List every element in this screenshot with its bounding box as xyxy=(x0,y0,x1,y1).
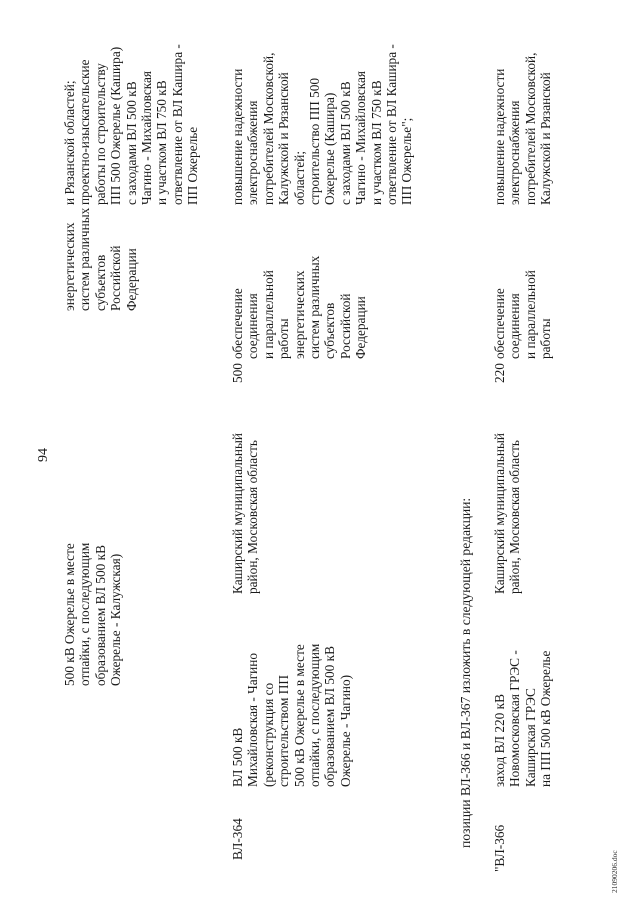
cell-line: с заходами ВЛ 500 кВ xyxy=(337,81,353,205)
row-vl364-justification-cell xyxy=(230,44,415,205)
cell-line: с заходами ВЛ 500 кВ xyxy=(123,81,139,205)
cell-line: Чагино - Михайловская xyxy=(139,70,155,205)
cell-line: потребителей Московской, xyxy=(260,52,276,205)
continuation-justification-cell xyxy=(62,44,201,205)
cell-line: работы xyxy=(538,318,554,359)
cell-line: областей; xyxy=(291,150,307,205)
cell-line: Ожерелье (Кашира) xyxy=(322,92,338,205)
row-vl364-location-cell xyxy=(230,433,261,594)
cell-line: Российской xyxy=(337,293,353,359)
cell-line: Михайловская - Чагино xyxy=(245,652,261,787)
cell-line: повышение надежности xyxy=(492,68,507,205)
cell-line: строительством ПП xyxy=(276,675,292,787)
cell-line: Федерации xyxy=(353,296,369,359)
cell-line: (реконструкция со xyxy=(260,682,276,787)
cell-line: систем различных xyxy=(307,255,323,359)
cell-line: и участком ВЛ 750 кВ xyxy=(154,80,170,205)
cell-line: обеспечение xyxy=(230,288,245,359)
cell-line: Каширский муниципальный xyxy=(492,432,507,594)
cell-line: субъектов xyxy=(92,254,108,311)
row-vl366-justification-cell xyxy=(492,53,554,205)
cell-line: ответвление от ВЛ Кашира - xyxy=(384,44,400,205)
cell-line: Каширский муниципальный xyxy=(230,432,245,594)
cell-line: и параллельной xyxy=(260,270,276,359)
cell-line: электроснабжения xyxy=(507,100,523,205)
cell-line: 500 кВ Ожерелье в месте xyxy=(291,644,307,787)
cell-line: район, Московская область xyxy=(507,440,523,594)
cell-line: на ПП 500 кВ Ожерелье xyxy=(538,650,554,787)
row-vl364-object-cell xyxy=(230,644,353,787)
cell-line: образованием ВЛ 500 кВ xyxy=(92,545,108,686)
continuation-purpose-cell xyxy=(62,208,139,311)
cell-line: работы xyxy=(276,318,292,359)
cell-line: Каширская ГРЭС xyxy=(522,688,538,787)
row-vl366-voltage: 220 xyxy=(492,363,507,383)
cell-line: субъектов xyxy=(322,302,338,359)
row-vl366-location-cell xyxy=(492,433,523,594)
cell-line: отпайки, с последующим xyxy=(307,643,323,787)
row-vl364-purpose-cell xyxy=(230,256,369,359)
cell-line: Ожерелье - Чагино) xyxy=(337,674,353,787)
page-number: 94 xyxy=(36,448,51,462)
cell-line: Ожерелье - Калужская) xyxy=(108,553,124,686)
cell-line: образованием ВЛ 500 кВ xyxy=(322,646,338,787)
cell-line: повышение надежности xyxy=(230,68,245,205)
intro-text: позиции ВЛ-366 и ВЛ-367 изложить в следующей редакции: xyxy=(458,497,473,848)
continuation-object-cell xyxy=(62,543,124,686)
cell-line: отпайки, с последующим xyxy=(77,542,93,686)
cell-line: 500 кВ Ожерелье в месте xyxy=(62,543,77,686)
cell-line: потребителей Московской, xyxy=(522,52,538,205)
cell-line: ответвление от ВЛ Кашира - xyxy=(169,44,185,205)
cell-line: и участком ВЛ 750 кВ xyxy=(368,80,384,205)
row-vl366-purpose-cell xyxy=(492,270,554,359)
row-vl364-voltage: 500 xyxy=(230,363,245,383)
cell-line: энергетических xyxy=(62,222,77,311)
cell-line: Федерации xyxy=(123,248,139,311)
cell-line: проектно-изыскательские xyxy=(77,59,93,205)
file-id: 21090206.doc xyxy=(610,850,619,893)
cell-line: Чагино - Михайловская xyxy=(353,70,369,205)
cell-line: ПП Ожерелье xyxy=(185,126,201,205)
cell-line: и параллельной xyxy=(522,270,538,359)
cell-line: Калужской и Рязанской xyxy=(276,72,292,205)
cell-line: строительство ПП 500 xyxy=(307,77,323,205)
cell-line: систем различных xyxy=(77,207,93,311)
row-vl366-code: "ВЛ-366 xyxy=(492,824,507,872)
cell-line: соединения xyxy=(507,293,523,359)
cell-line: энергетических xyxy=(291,270,307,359)
cell-line: ПП Ожерелье"; xyxy=(399,117,415,205)
cell-line: электроснабжения xyxy=(245,100,261,205)
cell-line: и Рязанской областей; xyxy=(62,80,77,205)
cell-line: район, Московская область xyxy=(245,440,261,594)
cell-line: работы по строительству xyxy=(92,63,108,205)
cell-line: Калужской и Рязанской xyxy=(538,72,554,205)
cell-line: ВЛ 500 кВ xyxy=(230,727,245,787)
cell-line: Российской xyxy=(108,245,124,311)
cell-line: ПП 500 Ожерелье (Кашира) xyxy=(108,46,124,205)
cell-line: Новомосковская ГРЭС - xyxy=(507,650,523,787)
cell-line: обеспечение xyxy=(492,288,507,359)
row-vl364-code: ВЛ-364 xyxy=(230,818,245,860)
cell-line: заход ВЛ 220 кВ xyxy=(492,694,507,787)
row-vl366-object-cell xyxy=(492,650,554,787)
cell-line: соединения xyxy=(245,293,261,359)
